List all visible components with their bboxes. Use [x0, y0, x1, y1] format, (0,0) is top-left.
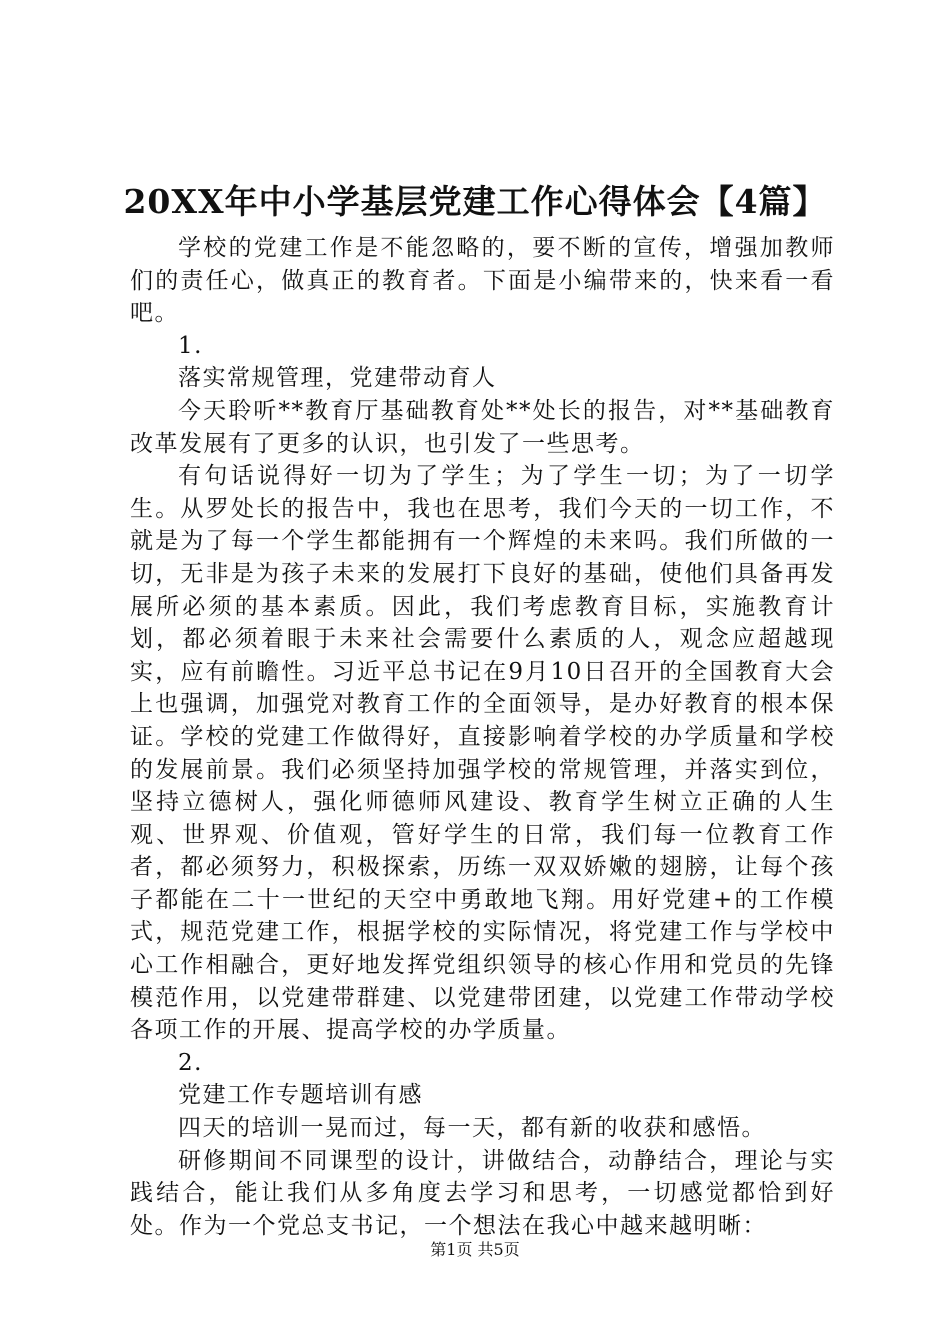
document-title: 20XX年中小学基层党建工作心得体会【4篇】 — [123, 182, 827, 221]
paragraph-intro: 学校的党建工作是不能忽略的，要不断的宣传，增强加教师们的责任心，做真正的教育者。下面是小编带来的，快来看一看吧。 — [130, 235, 835, 327]
paragraph: 有句话说得好一切为了学生；为了学生一切；为了一切学生。从罗处长的报告中，我也在思考，我们今天的一切工作，不就是为了每一个学生都能拥有一个辉煌的未来吗。我们所做的一切，无非是为孩子未来的发展打下良好的基础，使他们具备再发展所必须的基本素质。因此，我们考虑教育目标，实施教育计划，都必须着眼于未来社会需要什么素质的人，观念应超越现实，应有前瞻性。习近平总书记在9月10日召开的全国教育大会上也强调，加强党对教育工作的全面领导，是办好教育的根本保证。学校的党建工作做得好，直接影响着学校的办学质量和学校的发展前景。我们必须坚持加强学校的常规管理，并落实到位，坚持立德树人，强化师德师风建设、教育学生树立正确的人生观、世界观、价值观，管好学生的日常，我们每一位教育工作者，都必须努力，积极探索，历练一双双娇嫩的翅膀，让每个孩子都能在二十一世纪的天空中勇敢地飞翔。用好党建+的工作模式，规范党建工作，根据学校的实际情况，将党建工作与学校中心工作相融合，更好地发挥党组织领导的核心作用和党员的先锋模范作用，以党建带群建、以党建带团建，以党建工作带动学校各项工作的开展、提高学校的办学质量。 — [130, 463, 835, 1044]
section-heading-2: 党建工作专题培训有感 — [178, 1082, 423, 1109]
paragraph: 研修期间不同课型的设计，讲做结合，动静结合，理论与实践结合，能让我们从多角度去学习和思考，一切感觉都恰到好处。作为一个党总支书记，一个想法在我心中越来越明晰： — [130, 1147, 835, 1239]
paragraph: 四天的培训一晃而过，每一天，都有新的收获和感悟。 — [178, 1115, 766, 1142]
page-footer: 第1页 共5页 — [430, 1240, 520, 1259]
document-body — [130, 232, 835, 1242]
section-number-2: 2. — [178, 1049, 203, 1076]
section-heading-1: 落实常规管理，党建带动育人 — [178, 365, 497, 392]
section-number-1: 1. — [178, 332, 203, 359]
paragraph: 今天聆听**教育厅基础教育处**处长的报告，对**基础教育改革发展有了更多的认识，也引发了一些思考。 — [130, 397, 835, 457]
